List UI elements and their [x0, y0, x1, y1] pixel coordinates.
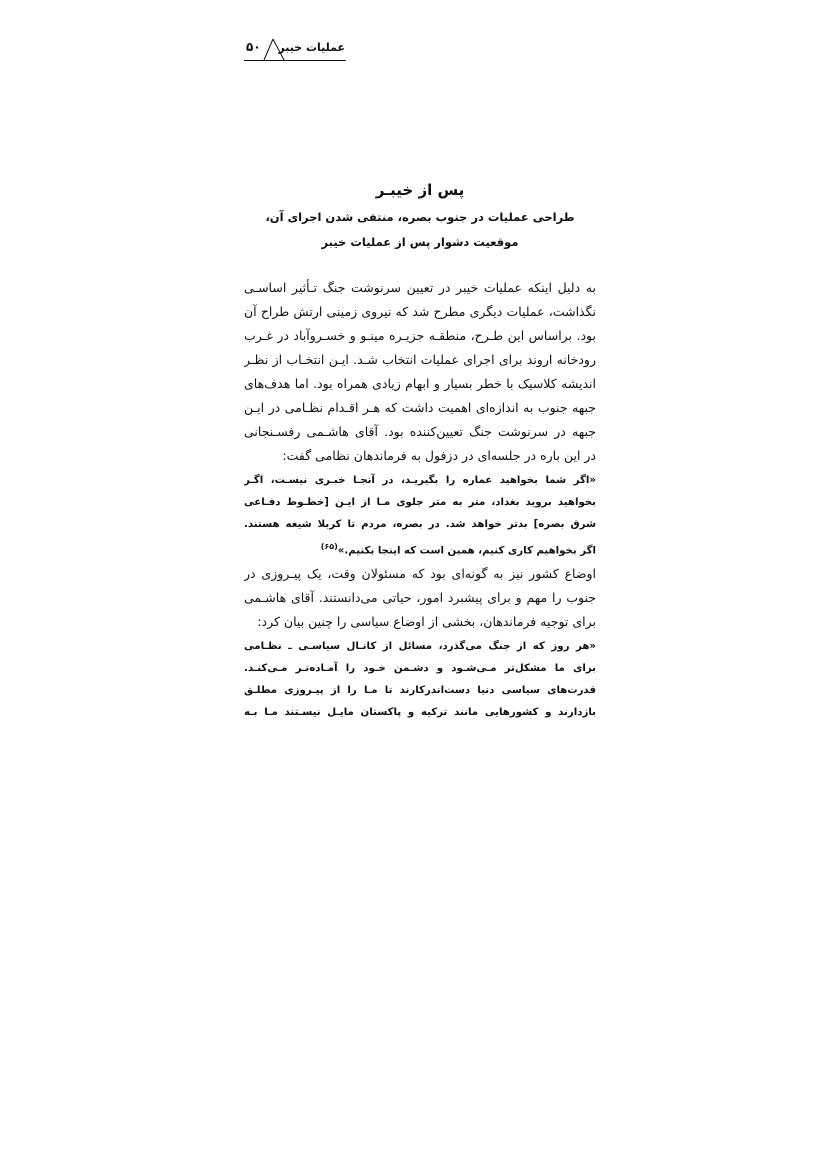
quote-line-text: اگر بخواهیم کاری کنیم، همین است که اینجا بکنیم.» [337, 545, 596, 557]
quote-2 [244, 636, 596, 724]
text-line: نگذاشت، عملیات دیگری مطرح شد که نیروی زمینی ارتش طراح آن [244, 304, 596, 319]
quote-line: شرق بصره] بدتر خواهد شد. در بصره، مردم تا کربلا شیعه هستند. [244, 519, 596, 530]
text-line: به دلیل اینکه عملیات خیبر در تعیین سرنوشت جنگ تـأثیر اساسـی [244, 280, 596, 295]
body-text [244, 276, 596, 724]
page-number: ۵۰ [246, 40, 261, 54]
quote-line: بازدارند و کشورهایی مانند ترکیه و پاکستان مایـل نیسـتند مـا بـه [244, 707, 596, 718]
quote-1 [244, 470, 596, 558]
paragraph-1 [244, 276, 596, 468]
page-header [244, 36, 346, 62]
text-line: جبهه جنوب به اندازه‌ای اهمیت داشت که هـر اقـدام نظـامی در ایـن [244, 400, 596, 415]
chapter-subtitle-line-1: طراحی عملیات در جنوب بصره، منتفی شدن اجرای آن، [265, 210, 575, 224]
text-line: رودخانه اروند برای اجرای عملیات انتخاب شـد. ایـن انتخـاب از نظـر [244, 352, 596, 367]
paragraph-2 [244, 562, 596, 634]
quote-line-last [244, 536, 596, 558]
text-line: جنوب را مهم و برای پیشبرد امور، حیاتی می‌دانستند. آقای هاشـمی [244, 590, 596, 605]
text-line: در این باره در جلسه‌ای در دزفول به فرماندهان نظامی گفت: [282, 448, 596, 463]
quote-line: «هر روز که از جنگ می‌گذرد، مسائل از کانـال سیاسـی ـ نظـامی [244, 641, 596, 652]
chapter-title: پس از خیبـر [375, 181, 465, 199]
quote-line: برای ما مشکل‌تر مـی‌شـود و دشـمن خـود را آمـاده‌تـر مـی‌کنـد. [244, 663, 596, 674]
text-line: اندیشه کلاسیک با خطر بسیار و ابهام زیادی همراه بود. اما هدف‌های [244, 376, 596, 391]
quote-line: قدرت‌های سیاسی دنیا دست‌اندرکارند تا مـا را از پیـروزی مطلـق [244, 685, 596, 696]
header-rule [244, 60, 346, 61]
text-line: برای توجیه فرماندهان، بخشی از اوضاع سیاسی را چنین بیان کرد: [257, 614, 596, 629]
text-line: اوضاع کشور نیز به گونه‌ای بود که مسئولان وقت، یک پیـروزی در [244, 566, 596, 581]
quote-line: «اگر شما بخواهید عماره را بگیریـد، در آنجـا خبـری نیسـت، اگـر [244, 475, 596, 486]
text-line: جبهه در سرنوشت جنگ تعیین‌کننده بود. آقای هاشـمی رفسـنجانی [244, 424, 596, 439]
chapter-subtitle-line-2: موقعیت دشوار پس از عملیات خیبر [321, 235, 519, 249]
running-head: عملیات خیبر [278, 41, 345, 54]
text-line: بود. براساس این طـرح، منطقـه جزیـره مینـو و خسـروآباد در غـرب [244, 328, 596, 343]
footnote-ref: (۶۵) [320, 542, 338, 551]
quote-line: بخواهید بروید بغداد، متر به متر جلوی مـا از ایـن [خطـوط دفـاعی [244, 497, 596, 508]
